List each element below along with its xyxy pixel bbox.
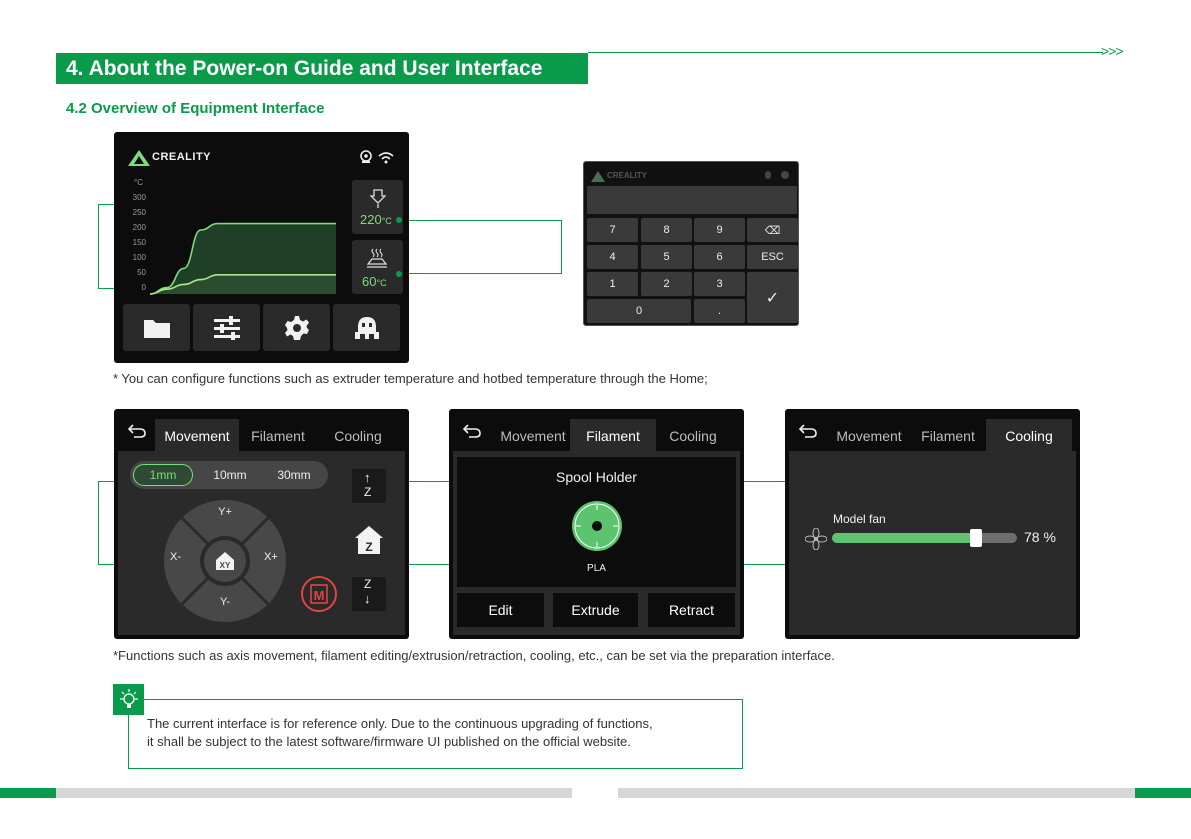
gear-icon <box>284 315 310 341</box>
step-10mm-button[interactable]: 10mm <box>213 468 247 482</box>
tab-cooling[interactable]: Cooling <box>669 428 717 444</box>
fan-slider-track[interactable] <box>832 533 1017 543</box>
hotbed-icon <box>366 248 388 270</box>
prep-note: *Functions such as axis movement, filament editing/extrusion/retraction, cooling, etc., can be set via the preparation interface. <box>113 648 835 663</box>
prep-connector-2 <box>744 481 786 565</box>
tab-movement[interactable]: Movement <box>155 419 239 451</box>
fan-slider-thumb[interactable] <box>970 529 982 547</box>
step-30mm-button[interactable]: 30mm <box>277 468 311 482</box>
extrude-button[interactable]: Extrude <box>553 593 638 627</box>
section-title: 4. About the Power-on Guide and User Interface <box>56 53 588 84</box>
tab-cooling[interactable]: Cooling <box>334 428 382 444</box>
step-selector <box>130 461 328 489</box>
back-arrow-icon[interactable] <box>463 424 481 438</box>
tip-line-1: The current interface is for reference only. Due to the continuous upgrading of functions, <box>147 716 653 731</box>
header-chevrons: >>> <box>1101 43 1123 59</box>
chart-tick-label: 150 <box>132 238 146 247</box>
z-down-button[interactable] <box>352 577 386 611</box>
motor-unlock-icon[interactable] <box>300 575 338 613</box>
chart-tick-label: 50 <box>137 268 146 277</box>
spool-holder-card[interactable] <box>457 457 736 587</box>
footer-gray-left <box>56 788 572 798</box>
back-arrow-icon[interactable] <box>128 424 146 438</box>
movement-screen <box>114 409 409 639</box>
fan-icon <box>805 528 827 550</box>
footer-green-right <box>1135 788 1191 798</box>
edit-button[interactable]: Edit <box>457 593 544 627</box>
files-button[interactable] <box>123 304 190 351</box>
z-down-label: Z <box>364 577 372 591</box>
key-2[interactable]: 2 <box>641 272 692 296</box>
tab-filament[interactable]: Filament <box>251 428 305 444</box>
svg-text:Z: Z <box>365 540 373 554</box>
bed-temp-value: 60 <box>362 274 377 289</box>
home-xy-icon[interactable] <box>215 551 235 571</box>
x-plus-button[interactable]: X+ <box>264 551 278 563</box>
retract-button[interactable]: Retract <box>648 593 735 627</box>
footer-green-left <box>0 788 56 798</box>
keypad-brand: CREALITY <box>607 171 647 180</box>
robot-icon <box>353 315 381 341</box>
model-fan-label: Model fan <box>833 512 886 526</box>
bed-connector-dot <box>396 271 402 277</box>
key-dot[interactable]: . <box>694 299 745 323</box>
back-arrow-icon[interactable] <box>799 424 817 438</box>
camera-icon <box>765 171 771 179</box>
chart-tick-label: 0 <box>141 283 146 292</box>
filament-panel <box>453 451 740 635</box>
lightbulb-icon <box>119 689 139 711</box>
nozzle-temp-unit: °C <box>381 216 392 226</box>
fan-slider-fill <box>832 533 976 543</box>
home-note: * You can configure functions such as extruder temperature and hotbed temperature through the Home; <box>113 371 708 386</box>
prepare-button[interactable] <box>193 304 260 351</box>
brand-name: CREALITY <box>152 151 211 163</box>
backspace-key[interactable]: ⌫ <box>747 218 798 242</box>
camera-icon[interactable] <box>359 150 373 164</box>
subsection-title: 4.2 Overview of Equipment Interface <box>66 100 325 117</box>
chart-tick-label: 100 <box>132 253 146 262</box>
assistant-button[interactable] <box>333 304 400 351</box>
nozzle-connector-dot <box>396 217 402 223</box>
z-up-button[interactable] <box>352 469 386 503</box>
chart-tick-label: 200 <box>132 223 146 232</box>
temp-connector-horizontal <box>398 220 562 274</box>
z-up-label: Z <box>364 485 372 499</box>
y-minus-button[interactable]: Y- <box>220 596 230 608</box>
y-plus-button[interactable]: Y+ <box>218 506 232 518</box>
chart-unit: °C <box>134 178 143 187</box>
prep-connector-1 <box>408 481 450 565</box>
bed-temp-box[interactable] <box>352 240 403 294</box>
key-5[interactable]: 5 <box>641 245 692 269</box>
tab-filament[interactable]: Filament <box>570 419 656 451</box>
key-1[interactable]: 1 <box>587 272 638 296</box>
home-z-icon[interactable] <box>354 525 384 555</box>
wifi-icon[interactable] <box>378 151 394 164</box>
fan-value: 78 % <box>1024 529 1056 545</box>
arrow-down-icon: ↓ <box>364 591 371 606</box>
chart-tick-label: 250 <box>132 208 146 217</box>
key-9[interactable]: 9 <box>694 218 745 242</box>
spool-icon <box>571 500 623 552</box>
chart-tick-label: 300 <box>132 193 146 202</box>
arrow-up-icon: ↑ <box>364 470 371 485</box>
numeric-keypad-screen <box>583 161 799 326</box>
key-0[interactable]: 0 <box>587 299 691 323</box>
nozzle-temp-box[interactable] <box>352 180 403 234</box>
footer-gray-right <box>618 788 1135 798</box>
step-1mm-button[interactable]: 1mm <box>133 464 193 486</box>
tab-filament[interactable]: Filament <box>921 428 975 444</box>
movement-panel <box>118 451 405 635</box>
cooling-panel <box>789 451 1076 635</box>
header-divider <box>588 52 1103 53</box>
tip-lightbulb <box>113 684 144 715</box>
filament-screen <box>449 409 744 639</box>
material-label: PLA <box>587 563 606 574</box>
key-7[interactable]: 7 <box>587 218 638 242</box>
creality-logo-icon <box>591 171 605 182</box>
confirm-key[interactable]: ✓ <box>747 272 798 323</box>
settings-button[interactable] <box>263 304 330 351</box>
svg-text:XY: XY <box>219 561 231 570</box>
folder-icon <box>143 317 171 339</box>
key-4[interactable]: 4 <box>587 245 638 269</box>
home-screen <box>114 132 409 363</box>
esc-key[interactable]: ESC <box>747 245 798 269</box>
key-3[interactable]: 3 <box>694 272 745 296</box>
tab-movement[interactable]: Movement <box>500 428 566 444</box>
key-8[interactable]: 8 <box>641 218 692 242</box>
nozzle-icon <box>370 189 386 209</box>
key-6[interactable]: 6 <box>694 245 745 269</box>
x-minus-button[interactable]: X- <box>170 551 181 563</box>
cooling-screen <box>785 409 1080 639</box>
tab-cooling[interactable]: Cooling <box>986 419 1072 451</box>
keypad-input-display[interactable] <box>587 186 797 214</box>
tip-text <box>147 715 737 751</box>
temperature-chart <box>148 194 348 302</box>
wifi-icon <box>781 171 789 179</box>
spool-holder-title: Spool Holder <box>556 469 637 485</box>
tab-movement[interactable]: Movement <box>836 428 902 444</box>
bed-temp-unit: °C <box>376 278 387 288</box>
svg-text:M: M <box>313 588 325 603</box>
tip-line-2: it shall be subject to the latest software/firmware UI published on the official website. <box>147 734 631 749</box>
nozzle-temp-value: 220 <box>360 212 382 227</box>
sliders-icon <box>213 316 241 340</box>
creality-logo-icon <box>128 150 150 166</box>
